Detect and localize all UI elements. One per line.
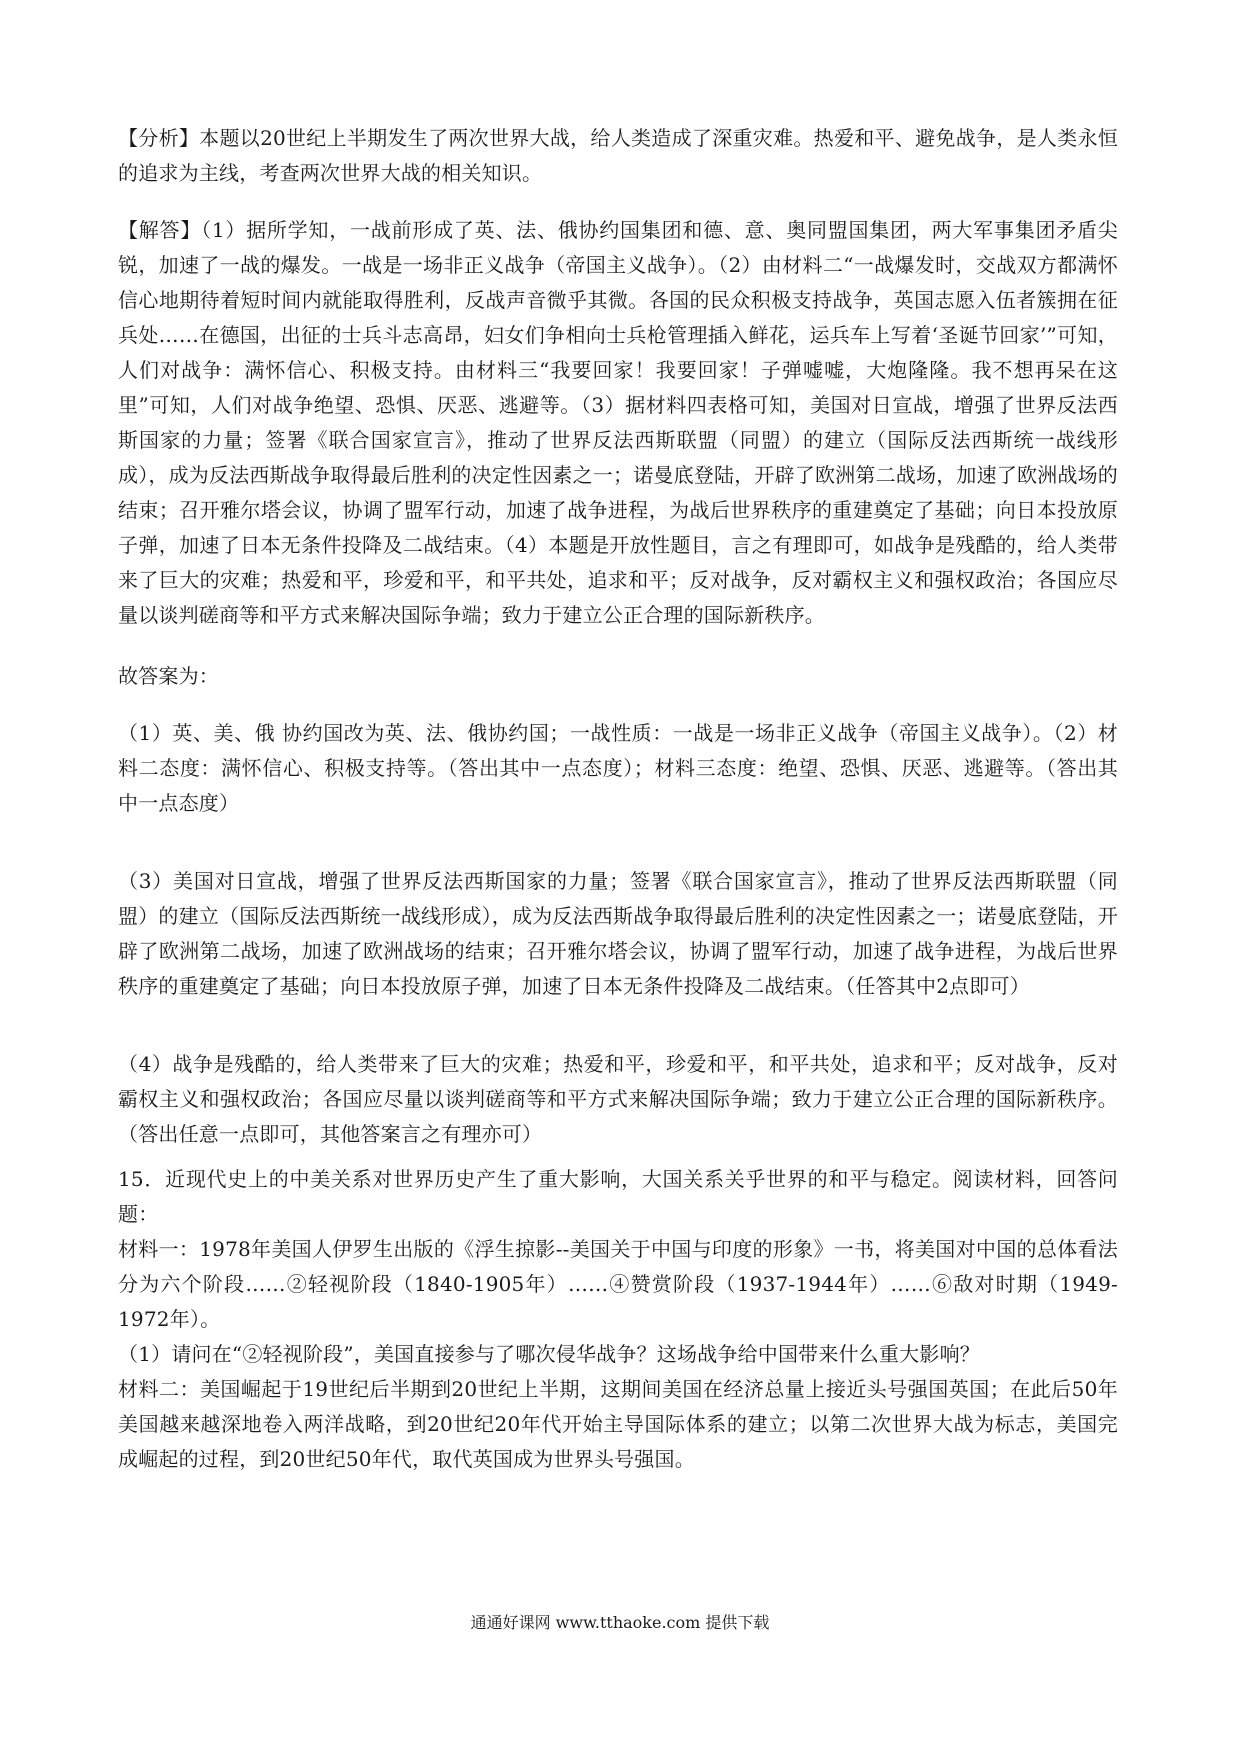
solution-paragraph: 【解答】（1）据所学知，一战前形成了英、法、俄协约国集团和德、意、奥同盟国集团，两大军事集团矛盾尖锐，加速了一战的爆发。一战是一场非正义战争（帝国主义战争）。（2）由材料二“一战爆发时，交战双方都满怀信心地期待着短时间内就能取得胜利，反战声音微乎其微。各国的民众积极支持战争，英国志愿入伍者簇拥在征兵处……在德国，出征的士兵斗志高昂，妇女们争相向士兵枪管理插入鲜花，运兵车上写着‘圣诞节回家’”可知，人们对战争：满怀信心、积极支持。由材料三“我要回家！我要回家！子弹嘘嘘，大炮隆隆。我不想再呆在这里”可知，人们对战争绝望、恐惧、厌恶、逃避等。（3）据材料四表格可知，美国对日宣战，增强了世界反法西斯国家的力量；签署《联合国家宣言》，推动了世界反法西斯联盟（同盟）的建立（国际反法西斯统一战线形成），成为反法西斯战争取得最后胜利的决定性因素之一；诺曼底登陆，开辟了欧洲第二战场，加速了欧洲战场的结束；召开雅尔塔会议，协调了盟军行动，加速了战争进程，为战后世界秩序的重建奠定了基础；向日本投放原子弹，加速了日本无条件投降及二战结束。（4）本题是开放性题目，言之有理即可，如战争是残酷的，给人类带来了巨大的灾难；热爱和平，珍爱和平，和平共处，追求和平；反对战争，反对霸权主义和强权政治；各国应尽量以谈判磋商等和平方式来解决国际争端；致力于建立公正合理的国际新秩序。 [118, 218, 1118, 627]
answer-4: （4）战争是残酷的，给人类带来了巨大的灾难；热爱和平，珍爱和平，和平共处，追求和平；反对战争，反对霸权主义和强权政治；各国应尽量以谈判磋商等和平方式来解决国际争端；致力于建立公正合理的国际新秩序。（答出任意一点即可，其他答案言之有理亦可） [118, 1052, 1118, 1146]
answer-3: （3）美国对日宣战，增强了世界反法西斯国家的力量；签署《联合国家宣言》，推动了世界反法西斯联盟（同盟）的建立（国际反法西斯统一战线形成），成为反法西斯战争取得最后胜利的决定性因素之一；诺曼底登陆，开辟了欧洲第二战场，加速了欧洲战场的结束；召开雅尔塔会议，协调了盟军行动，加速了战争进程，为战后世界秩序的重建奠定了基础；向日本投放原子弹，加速了日本无条件投降及二战结束。（任答其中2点即可） [118, 869, 1118, 998]
analysis-paragraph: 【分析】本题以20世纪上半期发生了两次世界大战，给人类造成了深重灾难。热爱和平、避免战争，是人类永恒的追求为主线，考查两次世界大战的相关知识。 [118, 126, 1118, 185]
question-15-subquestion-1: （1）请问在“②轻视阶段”，美国直接参与了哪次侵华战争？这场战争给中国带来什么重大影响？ [118, 1342, 980, 1366]
answer-intro: 故答案为： [118, 664, 219, 688]
page-footer: 通通好课网 www.tthaoke.com 提供下载 [470, 1613, 770, 1632]
question-15-material-2: 材料二：美国崛起于19世纪后半期到20世纪上半期，这期间美国在经济总量上接近头号强国英国；在此后50年美国越来越深地卷入两洋战略，到20世纪20年代开始主导国际体系的建立；以第二次世界大战为标志，美国完成崛起的过程，到20世纪50年代，取代英国成为世界头号强国。 [118, 1377, 1118, 1471]
answer-1-2: （1）英、美、俄 协约国改为英、法、俄协约国；一战性质：一战是一场非正义战争（帝国主义战争）。（2）材料二态度：满怀信心、积极支持等。（答出其中一点态度）；材料三态度：绝望、恐惧、厌恶、逃避等。（答出其中一点态度） [118, 721, 1118, 815]
question-15-material-1: 材料一：1978年美国人伊罗生出版的《浮生掠影--美国关于中国与印度的形象》一书，将美国对中国的总体看法分为六个阶段……②轻视阶段（1840-1905年）……④赞赏阶段（1937-1944年）……⑥敌对时期（1949-1972年）。 [118, 1237, 1118, 1331]
question-15-stem: 15．近现代史上的中美关系对世界历史产生了重大影响，大国关系关乎世界的和平与稳定。阅读材料，回答问题： [118, 1167, 1118, 1226]
